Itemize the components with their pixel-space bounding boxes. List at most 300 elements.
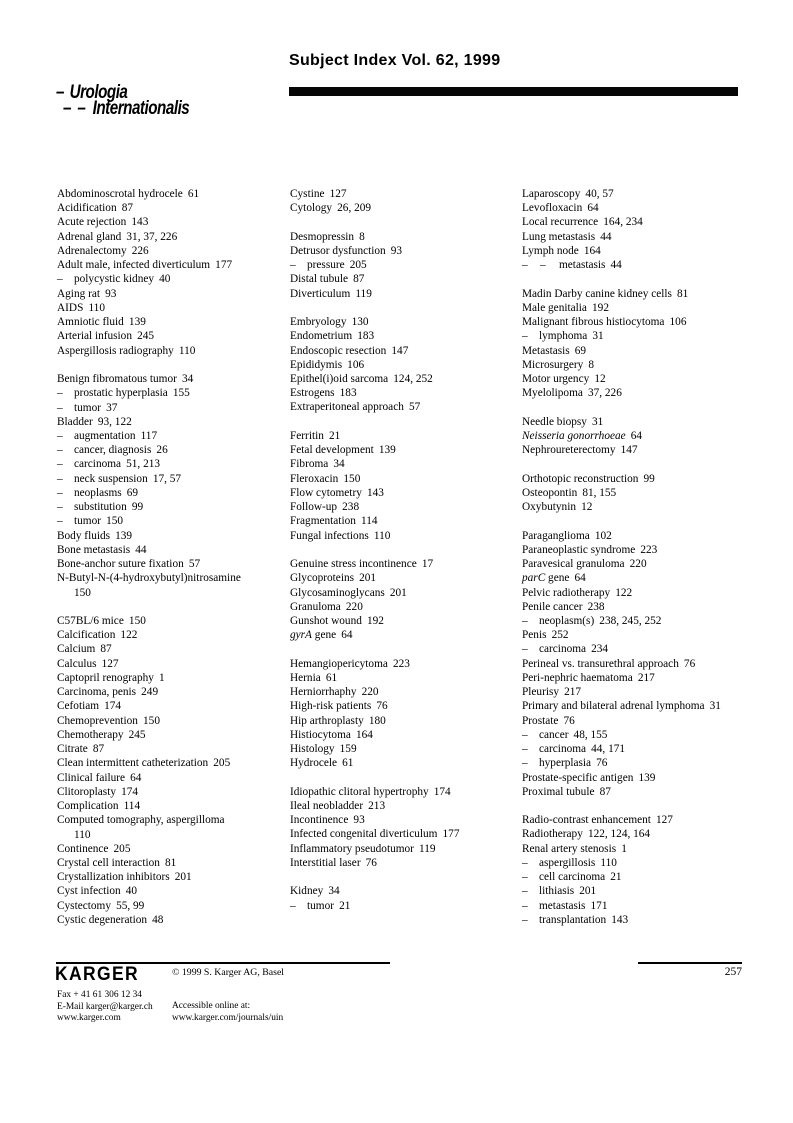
entry-pages: 110 [88, 301, 105, 314]
index-entry [57, 913, 295, 927]
entry-term: Epithel(i)oid sarcoma [290, 373, 389, 386]
entry-term: C57BL/6 mice [57, 615, 124, 627]
index-entry [57, 842, 295, 856]
entry-pages: 192 [366, 614, 384, 627]
entry-term: Extraperitoneal approach [290, 401, 404, 414]
index-entry [522, 827, 760, 841]
index-entry [290, 315, 528, 329]
online-access-label: Accessible online at: [172, 1001, 251, 1011]
entry-term: Continence [57, 842, 109, 855]
journal-logo-line1: – Urologia [56, 84, 188, 101]
entry-pages: 64 [130, 771, 142, 784]
entry-pages: 201 [174, 871, 192, 884]
entry-term: Local recurrence [522, 216, 599, 229]
entry-term: substitution [74, 501, 127, 514]
index-entry [57, 799, 295, 813]
index-entry [57, 401, 295, 415]
entry-term: Chemotherapy [57, 728, 124, 741]
index-entry [290, 671, 528, 685]
entry-term: gyrA gene [290, 629, 337, 642]
entry-pages: 183 [339, 387, 357, 400]
entry-term: Adult male, infected diverticulum [57, 259, 211, 272]
entry-pages: 44 [135, 543, 147, 556]
entry-term: neoplasms [74, 486, 122, 499]
entry-pages: 217 [637, 671, 655, 684]
entry-term: Acidification [57, 202, 117, 215]
group-spacer [522, 272, 760, 286]
index-entry [57, 728, 295, 742]
entry-term: Flow cytometry [290, 486, 362, 499]
entry-term: Genuine stress incontinence [290, 558, 417, 571]
entry-pages: 26 [156, 444, 168, 457]
index-entry [522, 215, 760, 229]
entry-term: Interstitial laser [290, 856, 361, 869]
index-entry [57, 187, 295, 201]
entry-term: Pleurisy [522, 686, 560, 699]
entry-pages: 127 [329, 188, 347, 200]
entry-term: Fibroma [290, 458, 329, 471]
entry-pages: 93 [390, 244, 403, 257]
entry-pages: 143 [131, 216, 149, 229]
index-entry [522, 543, 760, 557]
entry-pages: 31 [592, 330, 604, 343]
index-entry [57, 429, 295, 443]
website-line: www.karger.com [57, 1013, 121, 1024]
entry-pages: 26, 209 [337, 202, 372, 215]
entry-pages: 130 [351, 316, 369, 329]
entry-pages: 40 [159, 273, 171, 286]
entry-pages: 87 [121, 202, 133, 215]
entry-pages: 17, 57 [152, 472, 182, 485]
entry-pages: 34 [333, 458, 345, 471]
entry-term: Crystallization inhibitors [57, 871, 170, 884]
entry-pages: 143 [366, 486, 384, 499]
index-entry [290, 386, 528, 400]
entry-term: Hemangiopericytoma [290, 657, 388, 670]
entry-term: Orthotopic reconstruction [522, 472, 639, 485]
entry-pages: 69 [574, 344, 587, 357]
entry-term: Laparoscopy [522, 188, 581, 200]
index-entry [290, 586, 528, 600]
entry-term: Detrusor dysfunction [290, 244, 386, 257]
index-entry [522, 756, 760, 770]
index-entry [522, 600, 760, 614]
entry-term: tumor [74, 515, 101, 528]
entry-term: Fungal infections [290, 529, 369, 542]
entry-pages: 147 [391, 344, 409, 357]
index-entry [57, 415, 295, 429]
index-entry [290, 714, 528, 728]
index-entry [57, 714, 295, 728]
index-entry [522, 586, 760, 600]
group-spacer [522, 457, 760, 471]
index-entry [522, 870, 760, 884]
entry-pages: 117 [140, 429, 158, 442]
entry-pages: 87 [599, 785, 611, 798]
entry-term: Paravesical granuloma [522, 558, 625, 571]
index-column-3 [522, 187, 760, 927]
entry-pages: 150 [74, 586, 91, 599]
entry-term: Clean intermittent catheterization [57, 757, 209, 770]
index-entry [57, 529, 295, 543]
entry-term: transplantation [539, 913, 607, 926]
entry-term: Histiocytoma [290, 728, 351, 741]
entry-term: polycystic kidney [74, 273, 155, 286]
entry-pages: 252 [551, 629, 569, 642]
entry-pages: 110 [74, 828, 91, 841]
entry-term: Metastasis [522, 344, 570, 357]
entry-term: Arterial infusion [57, 330, 132, 343]
entry-term: Penile cancer [522, 600, 583, 613]
index-entry [290, 272, 528, 286]
index-entry [290, 728, 528, 742]
entry-pages: 139 [378, 444, 396, 457]
entry-term: Radiotherapy [522, 828, 583, 841]
index-entry [57, 329, 295, 343]
index-entry [290, 201, 528, 215]
entry-pages: 57 [408, 401, 421, 414]
index-entry [57, 870, 295, 884]
index-entry [57, 571, 295, 585]
entry-pages: 139 [115, 529, 133, 542]
entry-pages: 122, 124, 164 [587, 828, 651, 841]
index-entry [290, 600, 528, 614]
entry-pages: 150 [343, 472, 361, 485]
index-entry [522, 884, 760, 898]
entry-pages: 183 [357, 330, 375, 343]
publisher-logo: KARGER [55, 964, 140, 985]
entry-pages: 81 [164, 856, 177, 869]
entry-term: prostatic hyperplasia [74, 387, 168, 400]
entry-pages: 37 [106, 401, 118, 414]
entry-pages: 143 [611, 913, 629, 926]
index-entry [57, 884, 295, 898]
entry-pages: 174 [433, 785, 451, 798]
entry-pages: 34 [181, 373, 194, 386]
entry-pages: 64 [587, 202, 599, 215]
index-entry [290, 799, 528, 813]
entry-pages: 61 [187, 188, 200, 200]
entry-term: Hernia [290, 671, 321, 684]
index-entry [522, 699, 760, 713]
entry-pages: 44, 171 [591, 743, 626, 756]
entry-term: Ferritin [290, 429, 324, 442]
entry-term: Renal artery stenosis [522, 842, 617, 855]
index-entry [522, 714, 760, 728]
entry-pages: 205 [349, 259, 367, 272]
entry-pages: 119 [355, 287, 372, 300]
entry-term: Proximal tubule [522, 785, 595, 798]
entry-term: Paraneoplastic syndrome [522, 543, 636, 556]
index-entry [522, 500, 760, 514]
entry-pages: 61 [342, 757, 354, 770]
entry-term: Perineal vs. transurethral approach [522, 657, 679, 670]
index-entry [290, 628, 528, 642]
index-entry [522, 642, 760, 656]
footer-rule-right [638, 962, 742, 964]
index-column-1 [57, 187, 295, 927]
entry-pages: 1 [159, 671, 165, 684]
index-entry [57, 244, 295, 258]
entry-term: Calcification [57, 629, 116, 642]
entry-term: Fleroxacin [290, 472, 339, 485]
entry-pages: 164 [583, 244, 601, 257]
index-entry [522, 429, 760, 443]
entry-pages: 21 [610, 871, 622, 884]
index-entry [522, 842, 760, 856]
entry-pages: 99 [131, 501, 144, 514]
entry-pages: 127 [101, 657, 119, 670]
entry-pages: 31 [709, 700, 721, 713]
entry-pages: 99 [643, 472, 655, 485]
entry-pages: 223 [392, 657, 410, 670]
entry-pages: 64 [630, 429, 643, 442]
entry-term: Bone-anchor suture fixation [57, 558, 184, 571]
entry-term: Prostate [522, 714, 559, 727]
entry-term: Cystectomy [57, 899, 111, 912]
entry-term: Carcinoma, penis [57, 686, 137, 699]
entry-term: Endoscopic resection [290, 344, 387, 357]
entry-pages: 81 [677, 287, 689, 300]
index-entry [522, 529, 760, 543]
entry-term: hyperplasia [539, 757, 592, 770]
group-spacer [290, 771, 528, 785]
index-entry [57, 215, 295, 229]
online-access [172, 1001, 283, 1024]
entry-pages: 180 [368, 714, 386, 727]
index-entry [290, 856, 528, 870]
index-entry [290, 899, 528, 913]
entry-term: Malignant fibrous histiocytoma [522, 316, 665, 329]
index-entry [522, 913, 760, 927]
entry-term: Motor urgency [522, 373, 590, 386]
index-entry [57, 486, 295, 500]
index-entry [522, 614, 760, 628]
entry-pages: 114 [123, 800, 141, 813]
index-entry [522, 287, 760, 301]
entry-term: tumor [74, 401, 101, 414]
entry-term: Aging rat [57, 287, 100, 300]
entry-term: Computed tomography, aspergilloma [57, 814, 225, 827]
index-entry [57, 742, 295, 756]
entry-term: Captopril renography [57, 671, 154, 684]
index-entry [290, 685, 528, 699]
entry-term: Cystic degeneration [57, 913, 148, 926]
group-spacer [290, 870, 528, 884]
entry-term: cancer, diagnosis [74, 444, 152, 457]
entry-term: carcinoma [539, 643, 587, 656]
entry-term: Madin Darby canine kidney cells [522, 287, 672, 300]
index-entry [57, 272, 295, 286]
entry-term: Pelvic radiotherapy [522, 586, 611, 599]
index-entry [290, 813, 528, 827]
group-spacer [57, 600, 295, 614]
entry-term: Adrenalectomy [57, 244, 127, 257]
index-entry [57, 344, 295, 358]
entry-pages: 12 [581, 501, 593, 514]
journal-logo [56, 84, 221, 117]
group-spacer [522, 401, 760, 415]
entry-term: Myelolipoma [522, 387, 583, 400]
index-entry [290, 358, 528, 372]
entry-pages: 201 [579, 885, 597, 898]
index-entry [57, 856, 295, 870]
entry-pages: 87 [353, 273, 365, 286]
entry-term: Endometrium [290, 330, 353, 343]
entry-term: Cyst infection [57, 885, 121, 898]
entry-term: Chemoprevention [57, 714, 138, 727]
entry-term: Peri-nephric haematoma [522, 671, 633, 684]
entry-term: Idiopathic clitoral hypertrophy [290, 785, 429, 798]
entry-pages: 64 [341, 629, 353, 642]
entry-pages: 44 [600, 230, 612, 243]
index-entry [522, 315, 760, 329]
entry-pages: 122 [120, 629, 138, 642]
email-line: E-Mail karger@karger.ch [57, 1001, 153, 1012]
index-entry [290, 429, 528, 443]
entry-pages: 213 [368, 799, 386, 812]
index-entry [522, 443, 760, 457]
entry-term: Radio-contrast enhancement [522, 814, 651, 827]
index-entry [522, 187, 760, 201]
entry-pages: 93, 122 [97, 415, 132, 428]
index-entry [522, 628, 760, 642]
index-entry [290, 571, 528, 585]
entry-term: Levofloxacin [522, 202, 583, 215]
entry-term: Lymph node [522, 244, 579, 257]
index-entry [522, 344, 760, 358]
entry-term: Estrogens [290, 387, 335, 400]
index-entry [57, 586, 295, 600]
entry-pages: 220 [629, 558, 647, 571]
entry-term: Hip arthroplasty [290, 714, 364, 727]
index-entry [522, 244, 760, 258]
index-entry [57, 614, 295, 628]
entry-term: Complication [57, 800, 119, 813]
entry-term: Body fluids [57, 529, 111, 542]
entry-pages: 127 [656, 814, 673, 827]
index-entry [522, 230, 760, 244]
index-entry [522, 856, 760, 870]
index-entry [57, 500, 295, 514]
entry-term: Primary and bilateral adrenal lymphoma [522, 700, 705, 713]
entry-pages: 110 [373, 529, 391, 542]
entry-term: carcinoma [539, 743, 587, 756]
index-entry [290, 529, 528, 543]
entry-pages: 249 [141, 686, 159, 699]
entry-term: Microsurgery [522, 358, 584, 371]
entry-pages: 93 [105, 287, 117, 300]
entry-pages: 31 [592, 415, 604, 428]
entry-pages: 217 [564, 686, 582, 699]
entry-term: Herniorrhaphy [290, 686, 357, 699]
index-entry [290, 756, 528, 770]
index-entry [290, 472, 528, 486]
entry-pages: 57 [188, 558, 201, 571]
entry-term: Ileal neobladder [290, 799, 364, 812]
entry-term: aspergillosis [539, 856, 596, 869]
entry-term: Clinical failure [57, 771, 126, 784]
index-entry [57, 813, 295, 827]
entry-term: Lung metastasis [522, 230, 596, 243]
index-entry [57, 301, 295, 315]
entry-term: Cefotiam [57, 700, 100, 713]
index-entry [57, 230, 295, 244]
index-entry [290, 699, 528, 713]
entry-pages: 110 [178, 344, 196, 357]
entry-term: Distal tubule [290, 273, 349, 286]
entry-term: metastasis [559, 259, 606, 272]
index-entry [57, 472, 295, 486]
index-entry [522, 742, 760, 756]
page-number: 257 [724, 966, 742, 978]
entry-term: Clitoroplasty [57, 785, 116, 798]
entry-term: Gunshot wound [290, 614, 362, 627]
entry-pages: 223 [640, 543, 658, 556]
entry-term: Inflammatory pseudotumor [290, 842, 414, 855]
entry-pages: 201 [359, 572, 377, 585]
entry-pages: 147 [620, 444, 638, 457]
group-spacer [290, 642, 528, 656]
group-spacer [522, 799, 760, 813]
index-entry [290, 657, 528, 671]
entry-term: cell carcinoma [539, 871, 606, 884]
entry-term: Hydrocele [290, 757, 338, 770]
entry-pages: 238, 245, 252 [599, 614, 662, 627]
entry-term: Glycoproteins [290, 572, 355, 585]
index-entry [57, 657, 295, 671]
entry-pages: 51, 213 [126, 458, 161, 471]
index-entry [522, 685, 760, 699]
group-spacer [290, 215, 528, 229]
index-entry [57, 756, 295, 770]
index-entry [57, 386, 295, 400]
entry-pages: 177 [442, 828, 460, 841]
index-entry [522, 728, 760, 742]
index-entry [290, 400, 528, 414]
entry-term: Cystine [290, 188, 325, 200]
index-entry [522, 785, 760, 799]
entry-term: Prostate-specific antigen [522, 771, 634, 784]
index-entry [290, 742, 528, 756]
entry-pages: 17 [421, 558, 434, 571]
index-entry [290, 614, 528, 628]
index-entry [57, 372, 295, 386]
entry-term: Nephroureterectomy [522, 444, 616, 457]
index-entry [522, 372, 760, 386]
entry-pages: 171 [590, 899, 608, 912]
group-spacer [57, 358, 295, 372]
index-entry [290, 457, 528, 471]
entry-pages: 245 [128, 728, 146, 741]
entry-pages: 174 [104, 700, 122, 713]
index-entry [290, 486, 528, 500]
index-entry [57, 514, 295, 528]
index-entry [522, 657, 760, 671]
entry-pages: 155 [172, 387, 190, 400]
entry-term: Acute rejection [57, 216, 127, 229]
index-entry [290, 827, 528, 841]
entry-pages: 220 [361, 686, 379, 699]
entry-pages: 44 [610, 259, 622, 272]
entry-pages: 31, 37, 226 [126, 230, 178, 243]
entry-pages: 87 [92, 743, 105, 756]
entry-pages: 8 [359, 230, 365, 243]
group-spacer [290, 543, 528, 557]
index-entry [290, 443, 528, 457]
index-entry [57, 828, 295, 842]
entry-pages: 48, 155 [573, 728, 608, 741]
